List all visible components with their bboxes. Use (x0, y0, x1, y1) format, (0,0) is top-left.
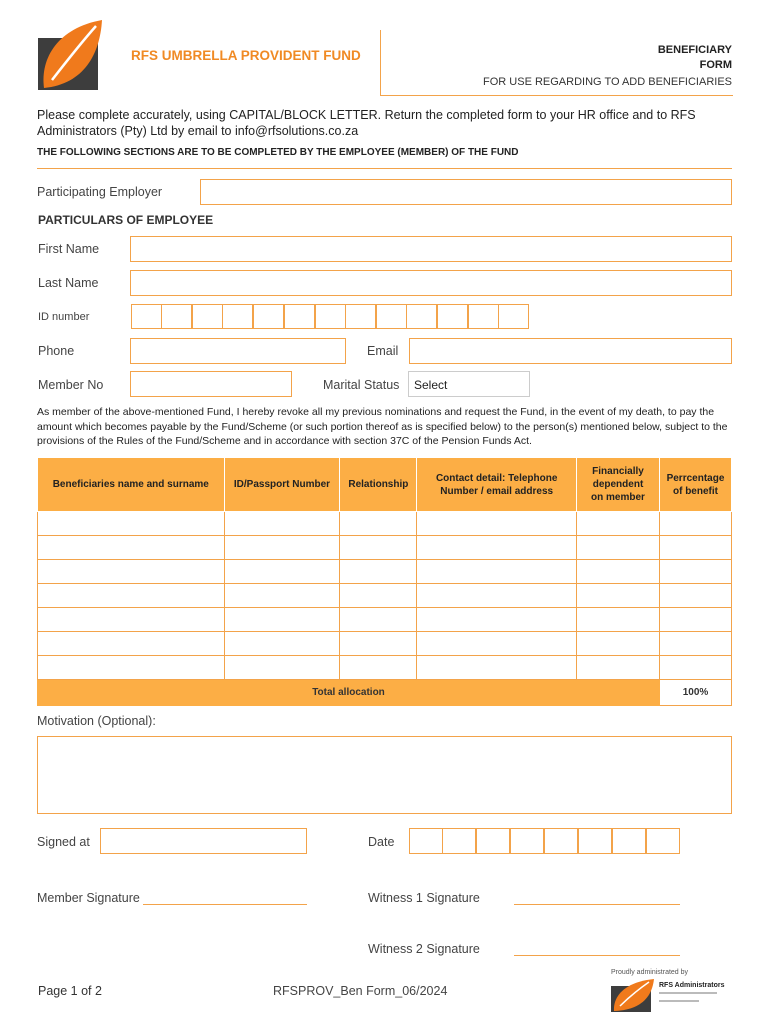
employer-label: Participating Employer (37, 185, 163, 199)
id-digit-cell[interactable] (406, 304, 437, 329)
table-cell[interactable] (577, 536, 660, 560)
id-digit-cell[interactable] (161, 304, 192, 329)
table-row[interactable] (38, 560, 732, 584)
form-title-line2: FORM (699, 59, 732, 71)
table-cell[interactable] (417, 632, 577, 656)
phone-label: Phone (38, 344, 75, 358)
table-cell[interactable] (38, 656, 225, 680)
table-cell[interactable] (417, 536, 577, 560)
email-label: Email (367, 344, 399, 358)
table-cell[interactable] (340, 608, 417, 632)
table-row[interactable] (38, 608, 732, 632)
table-row[interactable] (38, 536, 732, 560)
signed-at-label: Signed at (37, 835, 90, 849)
marital-status-label: Marital Status (323, 378, 400, 392)
table-cell[interactable] (38, 512, 225, 536)
table-cell[interactable] (38, 608, 225, 632)
col-header-name: Beneficiaries name and surname (38, 458, 225, 512)
section-divider (37, 168, 732, 169)
header-divider (380, 30, 381, 96)
col-header-id: ID/Passport Number (224, 458, 340, 512)
admin-subtext-lines (659, 992, 729, 1002)
motivation-textarea[interactable] (37, 736, 732, 814)
id-digit-cell[interactable] (315, 304, 346, 329)
id-digit-cell[interactable] (192, 304, 223, 329)
col-header-dependent: Financially dependent on member (577, 458, 660, 512)
table-cell[interactable] (340, 584, 417, 608)
phone-input[interactable] (130, 338, 346, 364)
table-row[interactable] (38, 656, 732, 680)
member-no-label: Member No (38, 378, 104, 392)
member-signature-label: Member Signature (37, 891, 140, 905)
table-cell[interactable] (577, 512, 660, 536)
table-cell[interactable] (417, 560, 577, 584)
form-title-line1: BENEFICIARY (657, 44, 732, 56)
id-number-label: ID number (38, 311, 90, 323)
table-cell[interactable] (340, 632, 417, 656)
form-code: RFSPROV_Ben Form_06/2024 (273, 984, 448, 998)
witness1-signature-line[interactable] (514, 904, 680, 905)
table-cell[interactable] (224, 608, 340, 632)
col-header-relationship: Relationship (340, 458, 417, 512)
table-cell[interactable] (659, 560, 731, 584)
fund-name: RFS UMBRELLA PROVIDENT FUND (131, 48, 361, 63)
page-number: Page 1 of 2 (38, 984, 102, 998)
id-digit-cell[interactable] (437, 304, 468, 329)
table-cell[interactable] (38, 536, 225, 560)
form-subtitle: FOR USE REGARDING TO ADD BENEFICIARIES (483, 76, 732, 88)
last-name-input[interactable] (130, 270, 732, 296)
table-cell[interactable] (224, 632, 340, 656)
section-note: THE FOLLOWING SECTIONS ARE TO BE COMPLETED BY THE EMPLOYEE (MEMBER) OF THE FUND (37, 147, 519, 158)
table-row[interactable] (38, 512, 732, 536)
first-name-label: First Name (38, 242, 100, 256)
table-cell[interactable] (224, 512, 340, 536)
instructions-text: Please complete accurately, using CAPITAL/BLOCK LETTER. Return the completed form to your HR office and to RFS Administrators (Pty) Ltd by email to info@rfsolutions.co.za (37, 108, 696, 138)
date-digit-cell[interactable] (646, 828, 680, 854)
header-underline (381, 95, 733, 96)
nomination-text: As member of the above-mentioned Fund, I hereby revoke all my previous nominations and request the Fund, in the event of my death, to pay the amount which becomes payable by the Fund/Scheme (or such portion thereof as is specified below) to the person(s) mentioned below, subject to the provisions of the Rules of the Fund/Scheme and in accordance with section 37C of the Pension Funds Act. (37, 406, 728, 447)
table-cell[interactable] (340, 536, 417, 560)
col-header-contact: Contact detail: Telephone Number / email address (417, 458, 577, 512)
date-digit-cell[interactable] (510, 828, 544, 854)
id-digit-cell[interactable] (222, 304, 253, 329)
admin-name: RFS Administrators (659, 982, 725, 989)
beneficiary-table (37, 457, 732, 706)
id-digit-cell[interactable] (468, 304, 499, 329)
email-input[interactable] (409, 338, 732, 364)
first-name-input[interactable] (130, 236, 732, 262)
date-digit-cell[interactable] (612, 828, 646, 854)
admin-logo (611, 978, 655, 1012)
member-no-input[interactable] (130, 371, 292, 397)
table-cell[interactable] (417, 656, 577, 680)
date-label: Date (368, 835, 395, 849)
fund-logo (38, 18, 104, 90)
id-digit-cell[interactable] (376, 304, 407, 329)
table-cell[interactable] (38, 560, 225, 584)
table-cell[interactable] (417, 512, 577, 536)
table-header-row (38, 458, 732, 512)
table-cell[interactable] (577, 560, 660, 584)
table-cell[interactable] (577, 608, 660, 632)
admin-note: Proudly administrated by (611, 969, 689, 976)
table-cell[interactable] (659, 584, 731, 608)
table-row[interactable] (38, 584, 732, 608)
table-cell[interactable] (417, 608, 577, 632)
motivation-label: Motivation (Optional): (37, 714, 156, 728)
id-digit-cell[interactable] (498, 304, 529, 329)
date-digit-cell[interactable] (578, 828, 612, 854)
table-cell[interactable] (577, 656, 660, 680)
witness2-signature-line[interactable] (514, 955, 680, 956)
member-signature-line[interactable] (143, 904, 307, 905)
marital-status-select[interactable] (408, 371, 530, 397)
id-digit-cell[interactable] (284, 304, 315, 329)
witness2-signature-label: Witness 2 Signature (368, 942, 480, 956)
id-digit-cell[interactable] (131, 304, 162, 329)
employer-input[interactable] (200, 179, 732, 205)
table-cell[interactable] (224, 536, 340, 560)
table-cell[interactable] (340, 656, 417, 680)
table-cell[interactable] (224, 560, 340, 584)
signed-at-input[interactable] (100, 828, 307, 854)
total-value: 100% (659, 680, 731, 706)
table-cell[interactable] (417, 584, 577, 608)
marital-status-value: Select (414, 378, 448, 392)
total-row (38, 680, 732, 706)
table-row[interactable] (38, 632, 732, 656)
table-cell[interactable] (224, 656, 340, 680)
total-label: Total allocation (38, 680, 660, 706)
table-cell[interactable] (38, 584, 225, 608)
col-header-percentage: Perrcentage of benefit (659, 458, 731, 512)
table-cell[interactable] (577, 632, 660, 656)
table-cell[interactable] (340, 560, 417, 584)
table-cell[interactable] (659, 536, 731, 560)
date-digit-cell[interactable] (544, 828, 578, 854)
table-cell[interactable] (659, 632, 731, 656)
table-cell[interactable] (659, 608, 731, 632)
date-digit-cell[interactable] (442, 828, 476, 854)
employee-heading: PARTICULARS OF EMPLOYEE (38, 213, 214, 227)
table-cell[interactable] (38, 632, 225, 656)
id-digit-cell[interactable] (345, 304, 376, 329)
last-name-label: Last Name (38, 276, 99, 290)
table-cell[interactable] (224, 584, 340, 608)
witness1-signature-label: Witness 1 Signature (368, 891, 480, 905)
date-digit-cell[interactable] (409, 828, 443, 854)
table-cell[interactable] (659, 512, 731, 536)
id-digit-cell[interactable] (253, 304, 284, 329)
table-cell[interactable] (340, 512, 417, 536)
table-cell[interactable] (659, 656, 731, 680)
date-digit-cell[interactable] (476, 828, 510, 854)
table-cell[interactable] (577, 584, 660, 608)
